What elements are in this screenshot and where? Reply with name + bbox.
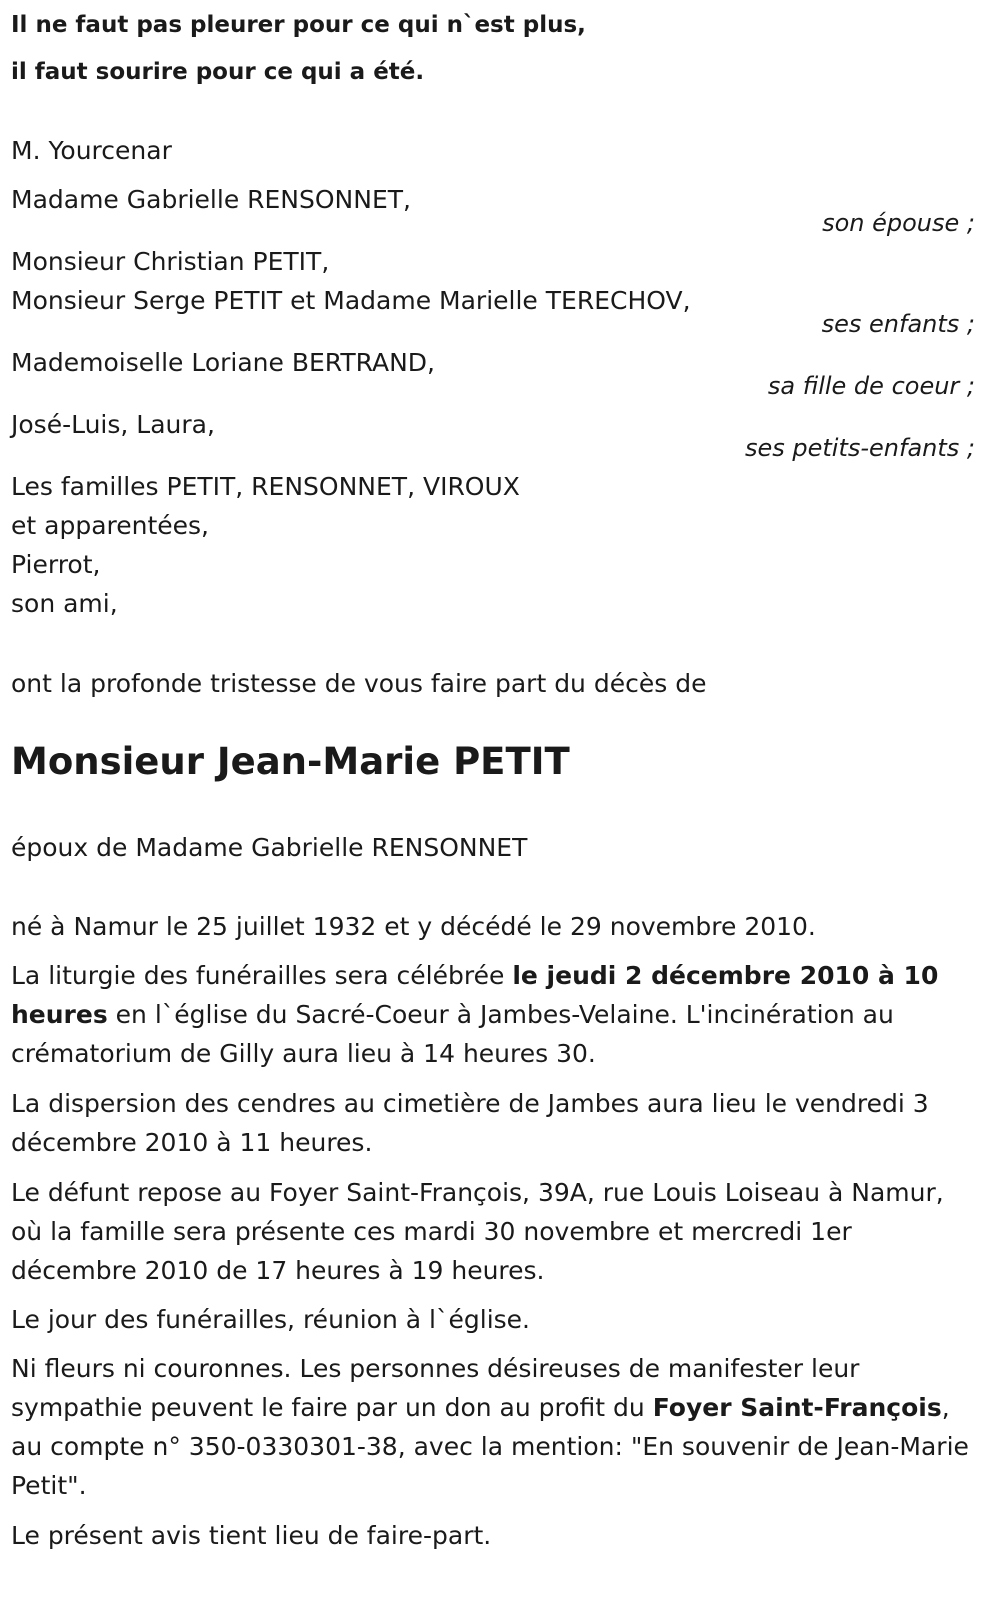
birth-death: né à Namur le 25 juillet 1932 et y décédé le 29 novembre 2010.: [11, 912, 816, 941]
closing-paragraph: Le présent avis tient lieu de faire-part.: [11, 1521, 492, 1550]
announcement: ont la profonde tristesse de vous faire part du décès de: [11, 669, 707, 698]
funeral-paragraph: [11, 956, 975, 1073]
quote-author: M. Yourcenar: [11, 136, 172, 165]
donation-beneficiary: Foyer Saint-François: [652, 1393, 942, 1422]
spouse-role: son épouse ;: [822, 209, 975, 237]
families-line-2: et apparentées,: [11, 511, 209, 540]
funeral-text-after: en l`église du Sacré-Coeur à Jambes-Velaine. L'incinération au crématorium de Gilly aura lieu à 14 heures 30.: [11, 1000, 894, 1068]
donation-text-after: , au compte n° 350-0330301-38, avec la mention: "En souvenir de Jean-Marie Petit".: [11, 1393, 969, 1500]
children-role: ses enfants ;: [821, 310, 975, 338]
deceased-spouse-of: époux de Madame Gabrielle RENSONNET: [11, 833, 528, 862]
repose-paragraph: Le défunt repose au Foyer Saint-François, 39A, rue Louis Loiseau à Namur, où la famille sera présente ces mardi 30 novembre et mercredi 1er décembre 2010 de 17 heures à 19 heures.: [11, 1178, 944, 1285]
spouse-name: Madame Gabrielle RENSONNET,: [11, 185, 411, 214]
families-line-4: son ami,: [11, 589, 118, 618]
grandchildren-role: ses petits-enfants ;: [744, 434, 975, 462]
grandchildren-names: José-Luis, Laura,: [11, 410, 215, 439]
deceased-name: Monsieur Jean-Marie PETIT: [11, 740, 570, 783]
families-line-3: Pierrot,: [11, 550, 101, 579]
quote-line-2: il faut sourire pour ce qui a été.: [11, 59, 425, 85]
daughter-of-heart-name: Mademoiselle Loriane BERTRAND,: [11, 348, 435, 377]
donation-paragraph: [11, 1349, 975, 1505]
funeral-text-before: La liturgie des funérailles sera célébrée: [11, 961, 513, 990]
families-line-1: Les familles PETIT, RENSONNET, VIROUX: [11, 472, 520, 501]
child-name-2: Monsieur Serge PETIT et Madame Marielle TERECHOV,: [11, 286, 691, 315]
funeral-date-time: le jeudi 2 décembre 2010 à 10 heures: [11, 961, 939, 1029]
donation-text-before: Ni fleurs ni couronnes. Les personnes désireuses de manifester leur sympathie peuvent le faire par un don au profit du: [11, 1354, 860, 1422]
daughter-of-heart-role: sa fille de coeur ;: [767, 372, 975, 400]
dispersion-paragraph: La dispersion des cendres au cimetière de Jambes aura lieu le vendredi 3 décembre 2010 à 11 heures.: [11, 1089, 929, 1157]
child-name-1: Monsieur Christian PETIT,: [11, 247, 330, 276]
meeting-paragraph: Le jour des funérailles, réunion à l`église.: [11, 1305, 530, 1334]
quote-line-1: Il ne faut pas pleurer pour ce qui n`est plus,: [11, 12, 586, 38]
